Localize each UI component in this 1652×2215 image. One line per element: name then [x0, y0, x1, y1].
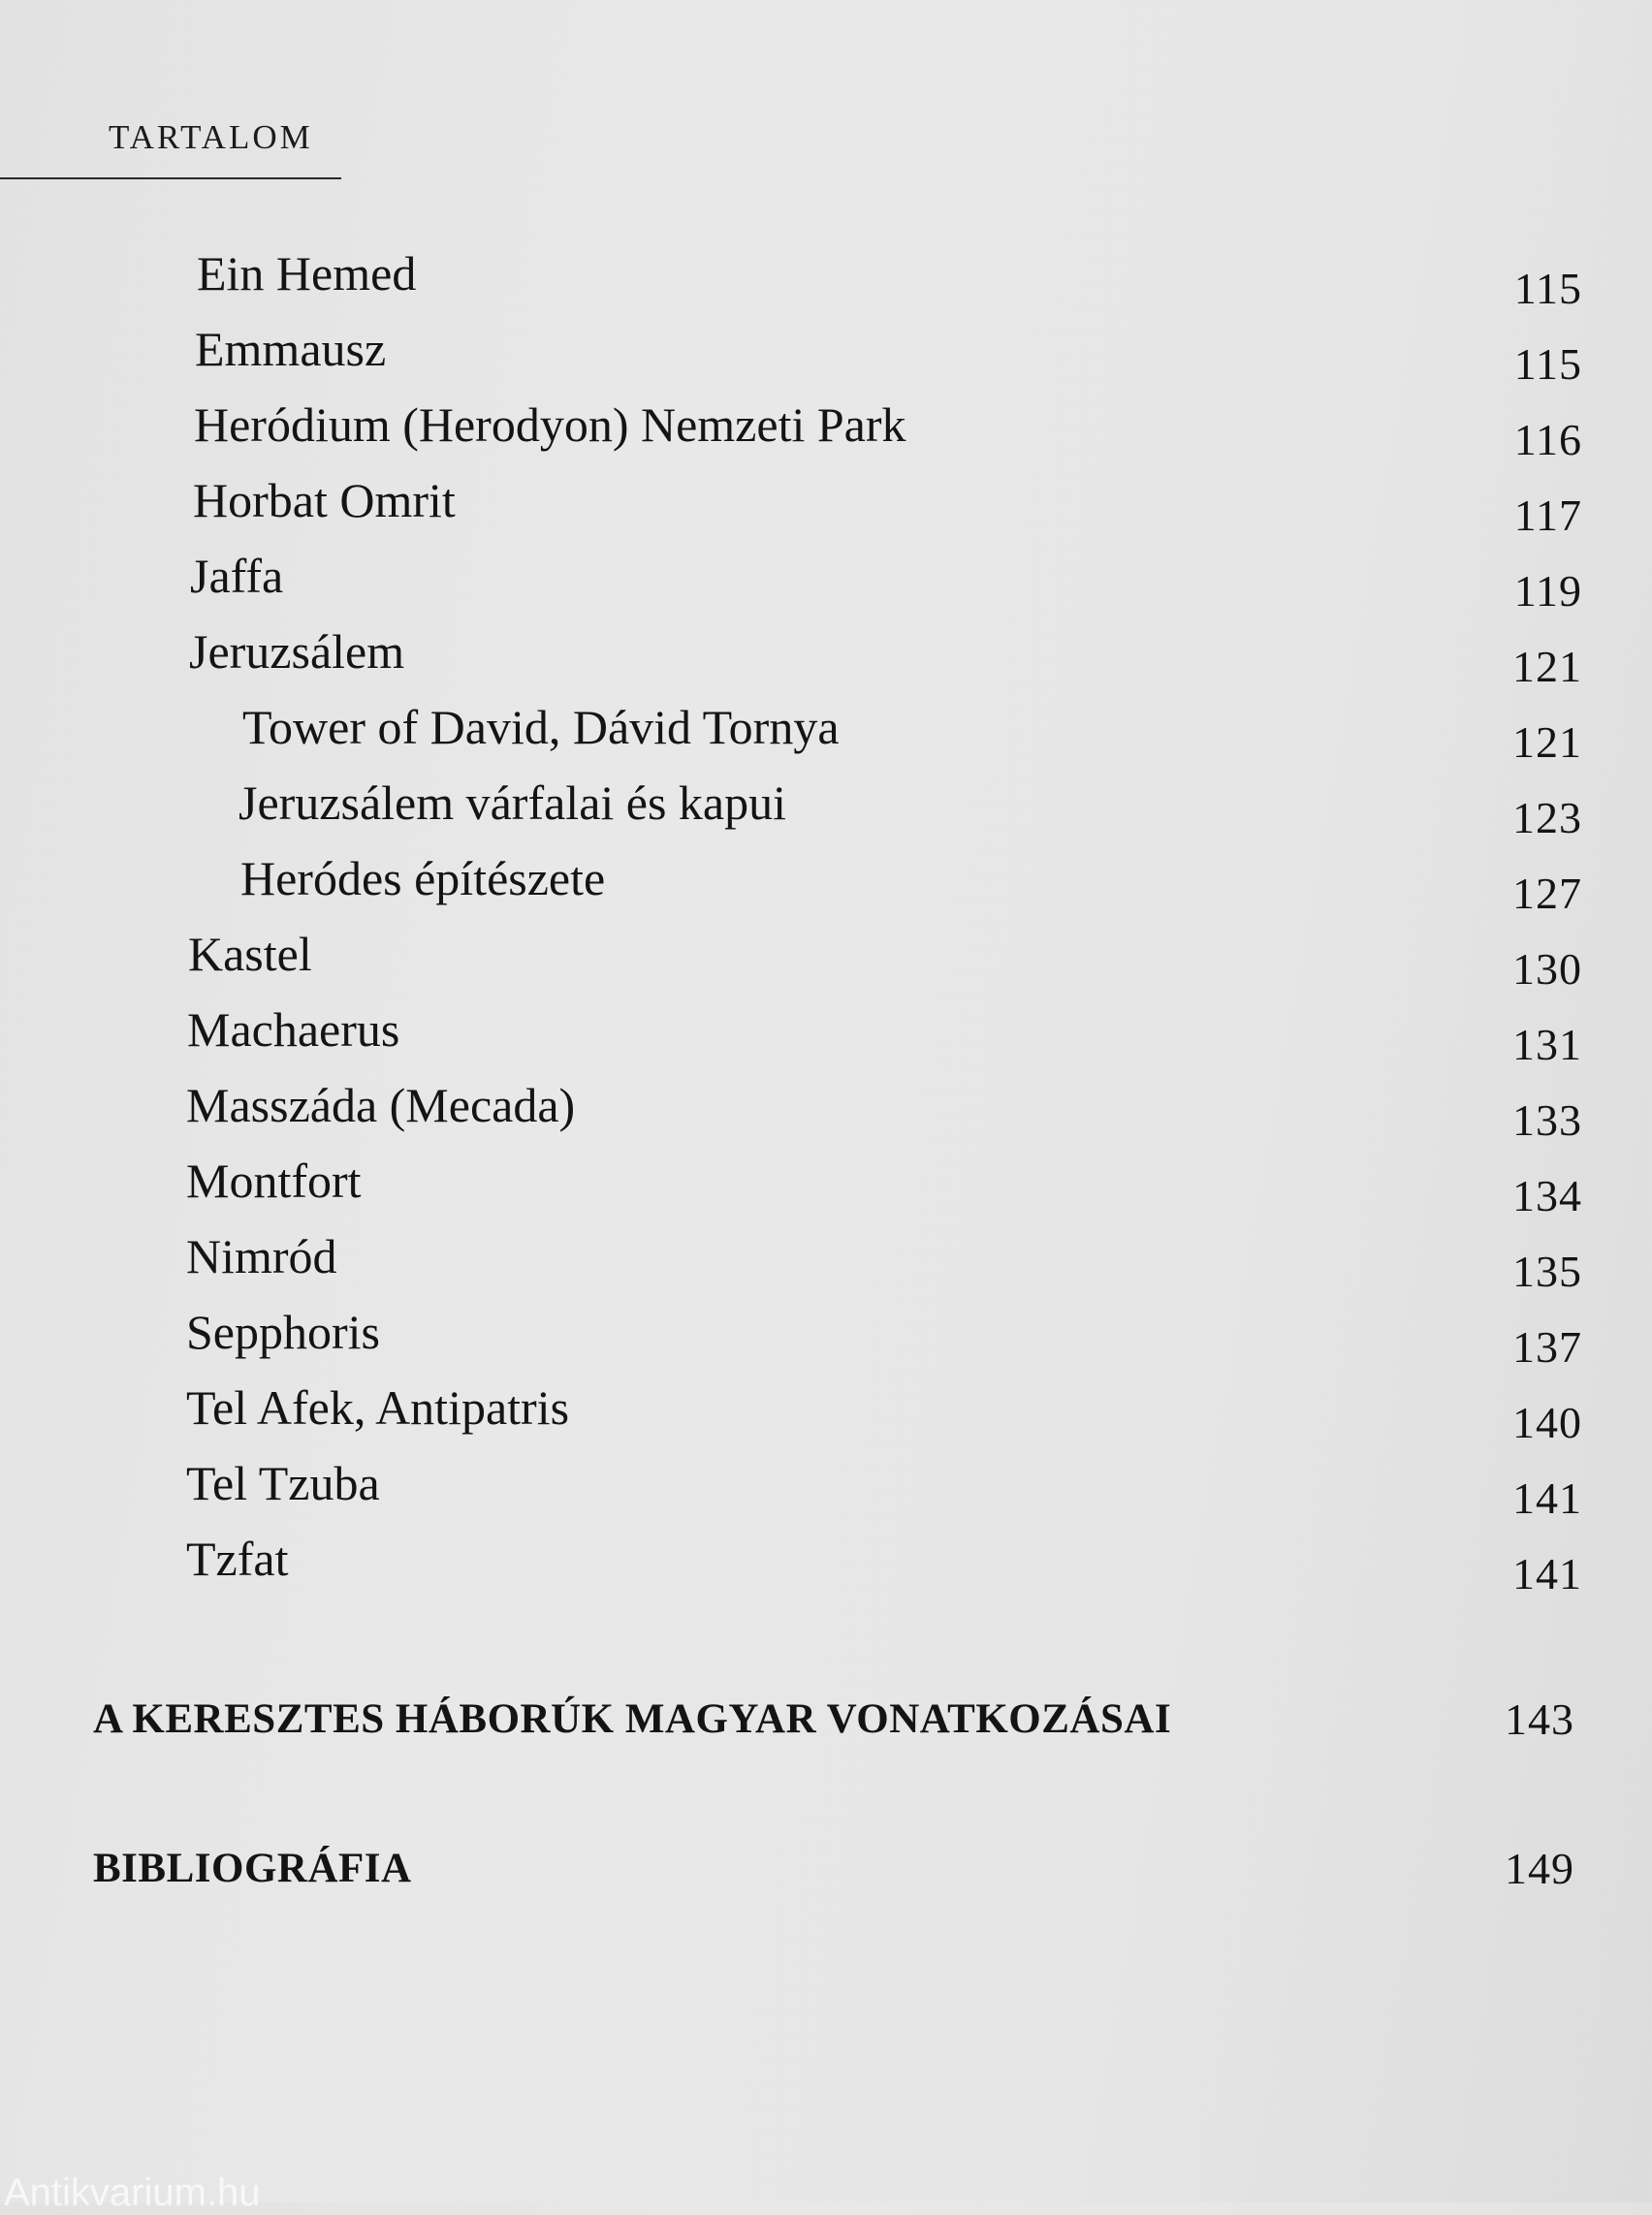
- toc-entry: [0, 547, 1652, 616]
- toc-entry-title: Tel Afek, Antipatris: [186, 1380, 570, 1435]
- toc-entry: [0, 1454, 1652, 1523]
- toc-entry-title: Montfort: [186, 1154, 362, 1208]
- toc-entry: [0, 244, 1652, 313]
- toc-entry: [0, 320, 1652, 389]
- toc-entry-title: Tel Tzuba: [186, 1456, 380, 1510]
- toc-entry: [0, 1530, 1652, 1598]
- toc-entry-title: Emmausz: [195, 322, 387, 376]
- toc-entry-title: Kastel: [188, 927, 312, 981]
- toc-entry-title: Jeruzsálem várfalai és kapui: [238, 775, 787, 830]
- toc-section: [0, 1840, 1652, 1898]
- toc-section-page: 149: [1505, 1844, 1574, 1893]
- toc-entry-page: 115: [1513, 264, 1582, 313]
- toc-entry-title: Sepphoris: [186, 1305, 380, 1359]
- toc-entry: [0, 1227, 1652, 1296]
- toc-entry-page: 115: [1513, 339, 1582, 389]
- toc-entry-title: Tzfat: [186, 1532, 289, 1586]
- toc-entry-page: 119: [1513, 566, 1582, 616]
- toc-section-page: 143: [1505, 1694, 1574, 1744]
- toc-subentry: [0, 849, 1652, 918]
- toc-entry-title: Jaffa: [190, 549, 284, 603]
- running-header: TARTALOM: [109, 118, 313, 156]
- toc-entry-page: 135: [1512, 1247, 1582, 1296]
- toc-entry: [0, 1303, 1652, 1372]
- toc-entry: [0, 396, 1652, 464]
- toc-entry: [0, 1000, 1652, 1069]
- toc-entry-page: 140: [1512, 1398, 1582, 1447]
- toc-entry-page: 141: [1512, 1473, 1582, 1523]
- toc-entry-page: 117: [1513, 490, 1582, 540]
- toc-entry-title: Tower of David, Dávid Tornya: [242, 700, 840, 754]
- toc-section-title: A KERESZTES HÁBORÚK MAGYAR VONATKOZÁSAI: [93, 1696, 1172, 1742]
- toc-entry-page: 121: [1512, 642, 1582, 691]
- toc-entry-page: 133: [1512, 1095, 1582, 1145]
- toc-entry-title: Nimród: [186, 1229, 337, 1283]
- toc-entry-title: Machaerus: [187, 1002, 400, 1057]
- toc-entry-page: 141: [1512, 1549, 1582, 1598]
- toc-entry-page: 134: [1512, 1171, 1582, 1220]
- toc-section: [0, 1691, 1652, 1749]
- toc-entry-page: 131: [1512, 1020, 1582, 1069]
- toc-entry: [0, 471, 1652, 540]
- watermark: Antikvarium.hu: [4, 2171, 261, 2214]
- toc-subentry: [0, 698, 1652, 767]
- toc-entry: [0, 1152, 1652, 1220]
- toc-entry-page: 116: [1513, 415, 1582, 464]
- toc-entry-page: 137: [1512, 1322, 1582, 1372]
- toc-section-title: BIBLIOGRÁFIA: [93, 1846, 412, 1891]
- toc-entry-page: 121: [1512, 717, 1582, 767]
- toc-entry-title: Heródium (Herodyon) Nemzeti Park: [194, 397, 906, 452]
- toc-entry-page: 123: [1512, 793, 1582, 842]
- toc-entry-title: Ein Hemed: [197, 246, 417, 301]
- toc-entry: [0, 622, 1652, 691]
- toc-entry-page: 130: [1512, 944, 1582, 994]
- toc-entry: [0, 925, 1652, 994]
- toc-entry-title: Horbat Omrit: [193, 473, 456, 527]
- toc-subentry: [0, 774, 1652, 842]
- toc-entry-title: Heródes építészete: [240, 851, 606, 905]
- toc-entry-page: 127: [1512, 869, 1582, 918]
- header-rule: [0, 177, 341, 179]
- toc-entry-title: Masszáda (Mecada): [186, 1078, 576, 1132]
- toc-entry: [0, 1378, 1652, 1447]
- toc-entry: [0, 1076, 1652, 1145]
- toc-entry-title: Jeruzsálem: [189, 624, 405, 679]
